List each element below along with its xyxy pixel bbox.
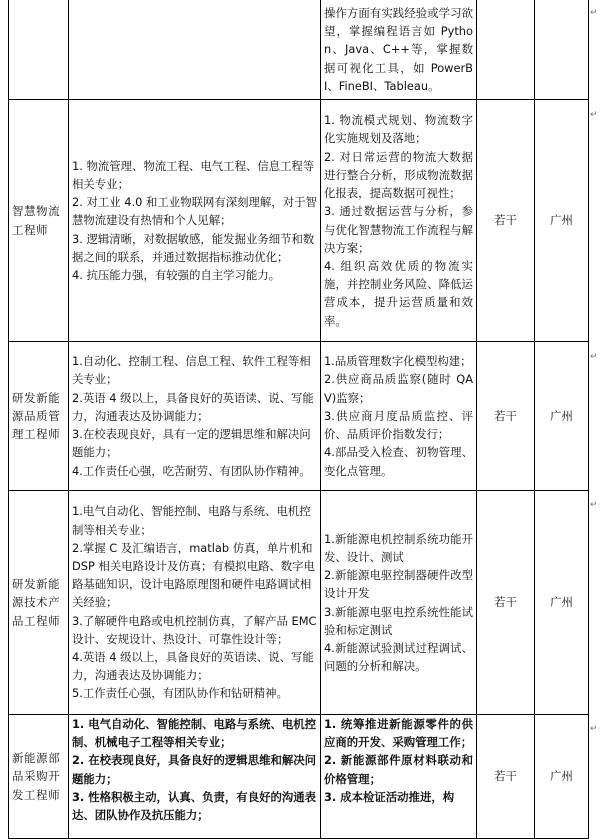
duties-cell (321, 342, 477, 491)
job-table (8, 0, 589, 839)
requirement-line: 4.工作责任心强，吃苦耐劳、有团队协作精神。 (72, 463, 311, 478)
duty-line: 1. 统筹推进新能源零件的供应商的开发、采购管理工作； (324, 717, 473, 750)
location-cell: 广州 (535, 491, 589, 715)
table-row (9, 491, 589, 715)
location-cell: 广州 (535, 342, 589, 491)
requirement-line: 2.掌握 C 及汇编语言，matlab 仿真，单片机和 DSP 相关电路设计及仿真；有模拟电路、数字电路基础知识，设计电路原理图和硬件电路调试相关经验； (72, 540, 315, 610)
duty-line: 1.品质管理数字化模型构建； (324, 354, 472, 369)
requirements-cell (69, 342, 321, 491)
row-end-mark: ↵ (590, 352, 598, 362)
duty-line: 4. 组织高效优质的物流实施，并控制业务风险、降低运营成本，提升运营质量和效率。 (324, 258, 473, 328)
table-row (9, 715, 589, 839)
location-cell: 广州 (535, 715, 589, 839)
duty-line: 4.部品受入检查、初物管理、变化点管理。 (324, 445, 473, 478)
requirement-line: 2. 对工业 4.0 和工业物联网有深刻理解，对于智慧物流建设有热情和个人见解； (72, 195, 317, 228)
requirements-cell (69, 491, 321, 715)
requirement-line: 1.自动化、控制工程、信息工程、软件工程等相关专业； (72, 354, 311, 387)
count-cell (477, 0, 535, 100)
duty-line: 1. 物流模式规划、物流数字化实施规划及落地； (324, 113, 473, 146)
requirement-line: 3. 逻辑清晰，对数据敏感，能发掘业务细节和数据之间的联系，并通过数据指标推动优化； (72, 231, 315, 264)
count-cell: 若干 (477, 491, 535, 715)
requirement-line: 3.在校表现良好，具有一定的逻辑思维和解决问题能力； (72, 427, 311, 460)
duty-line: 3.供应商月度品质监控、评价、品质评价指数发行； (324, 408, 473, 442)
requirement-line: 4. 抗压能力强，有较强的自主学习能力。 (72, 268, 281, 282)
count-cell: 若干 (477, 715, 535, 839)
requirement-line: 2. 在校表现良好，具备良好的逻辑思维和解决问题能力； (72, 753, 317, 786)
row-end-mark: ↵ (590, 8, 598, 18)
duties-cell (321, 491, 477, 715)
requirements-cell (69, 100, 321, 342)
table-row (9, 0, 589, 100)
location-cell (535, 0, 589, 100)
count-cell: 若干 (477, 100, 535, 342)
position-cell: 新能源部品采购开发工程师 (9, 715, 69, 839)
position-cell: 研发新能源技术产品工程师 (9, 491, 69, 715)
duty-line: 2.供应商品质监察(随时 QAV)监察； (324, 372, 473, 405)
duty-line: 2.新能源电驱控制器硬件改型设计开发 (324, 568, 473, 601)
table-row (9, 100, 589, 342)
requirement-line: 2.英语 4 级以上，具备良好的英语读、说、写能力，沟通表达及协调能力； (72, 390, 314, 423)
requirement-line: 3. 性格积极主动，认真、负责，有良好的沟通表达、团队协作及抗压能力； (72, 789, 317, 823)
duties-cell (321, 0, 477, 100)
requirement-line: 1. 物流管理、物流工程、电气工程、信息工程等相关专业； (72, 158, 315, 191)
position-cell (9, 0, 69, 100)
duty-line: 3. 通过数据运营与分析，参与优化智慧物流工作流程与解决方案； (324, 204, 473, 255)
requirement-line: 5.工作责任心强，有团队协作和钻研精神。 (72, 686, 288, 701)
table-row (9, 342, 589, 491)
row-end-mark: ↵ (590, 110, 598, 120)
position-cell: 研发新能源品质管理工程师 (9, 342, 69, 491)
requirements-cell (69, 0, 321, 100)
requirement-line: 3.了解硬件电路或电机控制仿真，了解产品 EMC 设计、安规设计、热设计、可靠性设计等； (72, 613, 317, 646)
duty-line: 2. 对日常运营的物流大数据进行整合分析，形成物流数据化报表，提高数据可视性； (324, 149, 473, 201)
requirement-line: 1.电气自动化、智能控制、电路与系统、电机控制等相关专业； (72, 504, 311, 537)
duties-cell (321, 100, 477, 342)
location-cell: 广州 (535, 100, 589, 342)
duty-line: 操作方面有实践经验或学习欲望，掌握编程语言如 Python、Java、C++等，掌握数据可视化工具，如 PowerBI、FineBI、Tableau。 (324, 6, 473, 93)
row-end-mark: ↵ (590, 724, 598, 734)
duty-line: 1.新能源电机控制系统功能开发、设计、测试 (324, 531, 473, 564)
duty-line: 4.新能源试验测试过程调试、问题的分析和解决。 (324, 640, 473, 674)
duty-line: 3. 成本检证活动推进，构 (324, 789, 455, 804)
requirement-line: 1. 电气自动化、智能控制、电路与系统、电机控制、机械电子工程等相关专业； (72, 717, 317, 750)
duty-line: 3.新能源电驱电控系统性能试验和标定测试 (324, 604, 473, 637)
row-end-mark: ↵ (590, 500, 598, 510)
duty-line: 2. 新能源部件原材料联动和价格管理； (324, 753, 473, 786)
requirement-line: 4.英语 4 级以上，具备良好的英语读、说、写能力，沟通表达及协调能力； (72, 650, 314, 683)
requirements-cell (69, 715, 321, 839)
position-cell: 智慧物流工程师 (9, 100, 69, 342)
duties-cell (321, 715, 477, 839)
count-cell: 若干 (477, 342, 535, 491)
